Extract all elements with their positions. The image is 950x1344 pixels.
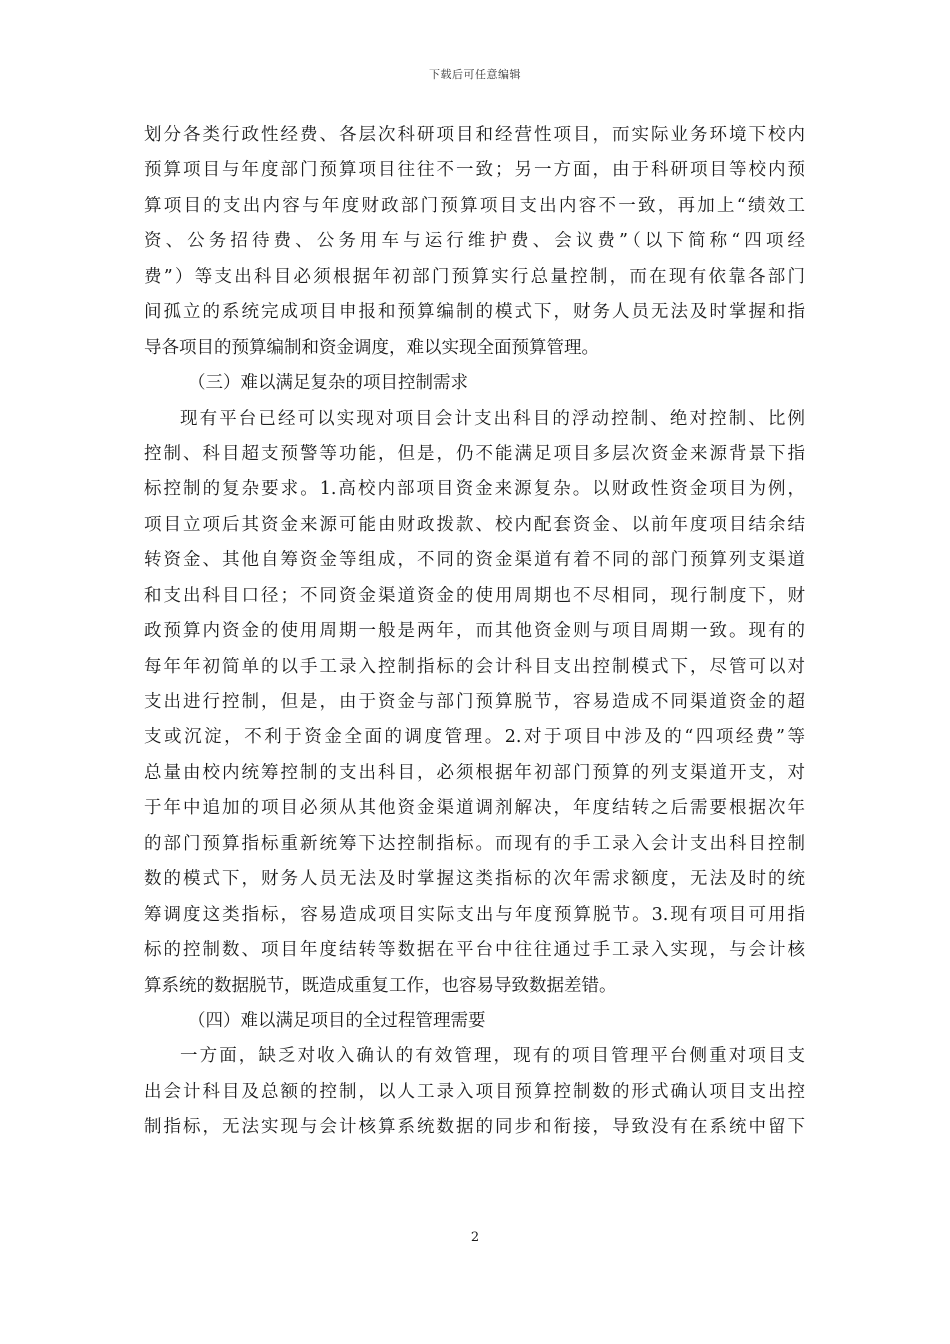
paragraph-line: 标的控制数、项目年度结转等数据在平台中往往通过手工录入实现，与会计核	[144, 940, 805, 961]
paragraph-line: 资、公务招待费、公务用车与运行维护费、会议费”（以下简称“四项经	[144, 231, 805, 252]
paragraph-line: 现有平台已经可以实现对项目会计支出科目的浮动控制、绝对控制、比例	[180, 408, 805, 429]
paragraph-line: 标控制的复杂要求。1.高校内部项目资金来源复杂。以财政性资金项目为例，	[144, 479, 805, 500]
page-number: 2	[470, 1230, 480, 1245]
paragraph-line: 导各项目的预算编制和资金调度，难以实现全面预算管理。	[144, 337, 599, 358]
page-header: 下载后可任意编辑	[429, 68, 521, 81]
paragraph-line: 和支出科目口径；不同资金渠道资金的使用周期也不尽相同，现行制度下，财	[144, 585, 805, 606]
paragraph-line: 的部门预算指标重新统筹下达控制指标。而现有的手工录入会计支出科目控制	[144, 833, 805, 854]
paragraph-line: 算系统的数据脱节，既造成重复工作，也容易导致数据差错。	[144, 975, 617, 996]
paragraph-line: 控制、科目超支预警等功能，但是，仍不能满足项目多层次资金来源背景下指	[144, 443, 805, 464]
paragraph-line: 政预算内资金的使用周期一般是两年，而其他资金则与项目周期一致。现有的	[144, 621, 805, 642]
paragraph-line: 总量由校内统筹控制的支出科目，必须根据年初部门预算的列支渠道开支，对	[144, 762, 805, 783]
section-heading: （四）难以满足项目的全过程管理需要	[188, 1010, 486, 1031]
paragraph-line: 支或沉淀，不利于资金全面的调度管理。2.对于项目中涉及的“四项经费”等	[144, 727, 805, 748]
paragraph-line: 筹调度这类指标，容易造成项目实际支出与年度预算脱节。3.现有项目可用指	[144, 904, 805, 925]
paragraph-line: 项目立项后其资金来源可能由财政拨款、校内配套资金、以前年度项目结余结	[144, 514, 805, 535]
paragraph-line: 间孤立的系统完成项目申报和预算编制的模式下，财务人员无法及时掌握和指	[144, 302, 805, 323]
paragraph-line: 划分各类行政性经费、各层次科研项目和经营性项目，而实际业务环境下校内	[144, 125, 805, 145]
paragraph-line: 一方面，缺乏对收入确认的有效管理，现有的项目管理平台侧重对项目支	[180, 1046, 805, 1067]
paragraph-line: 支出进行控制，但是，由于资金与部门预算脱节，容易造成不同渠道资金的超	[144, 692, 805, 712]
paragraph-line: 出会计科目及总额的控制，以人工录入项目预算控制数的形式确认项目支出控	[144, 1081, 805, 1102]
paragraph-line: 数的模式下，财务人员无法及时掌握这类指标的次年需求额度，无法及时的统	[144, 869, 805, 890]
paragraph-line: 于年中追加的项目必须从其他资金渠道调剂解决，年度结转之后需要根据次年	[144, 798, 805, 819]
paragraph-line: 算项目的支出内容与年度财政部门预算项目支出内容不一致，再加上“绩效工	[144, 195, 805, 216]
paragraph-line: 每年年初简单的以手工录入控制指标的会计科目支出控制模式下，尽管可以对	[144, 656, 805, 677]
document-body	[144, 118, 805, 1146]
paragraph-line: 转资金、其他自筹资金等组成，不同的资金渠道有着不同的部门预算列支渠道	[144, 550, 805, 571]
paragraph-line: 费”）等支出科目必须根据年初部门预算实行总量控制，而在现有依靠各部门	[144, 266, 805, 287]
paragraph-line: 预算项目与年度部门预算项目往往不一致；另一方面，由于科研项目等校内预	[144, 160, 805, 181]
section-heading: （三）难以满足复杂的项目控制需求	[188, 373, 468, 394]
paragraph-line: 制指标，无法实现与会计核算系统数据的同步和衔接，导致没有在系统中留下	[144, 1117, 805, 1138]
